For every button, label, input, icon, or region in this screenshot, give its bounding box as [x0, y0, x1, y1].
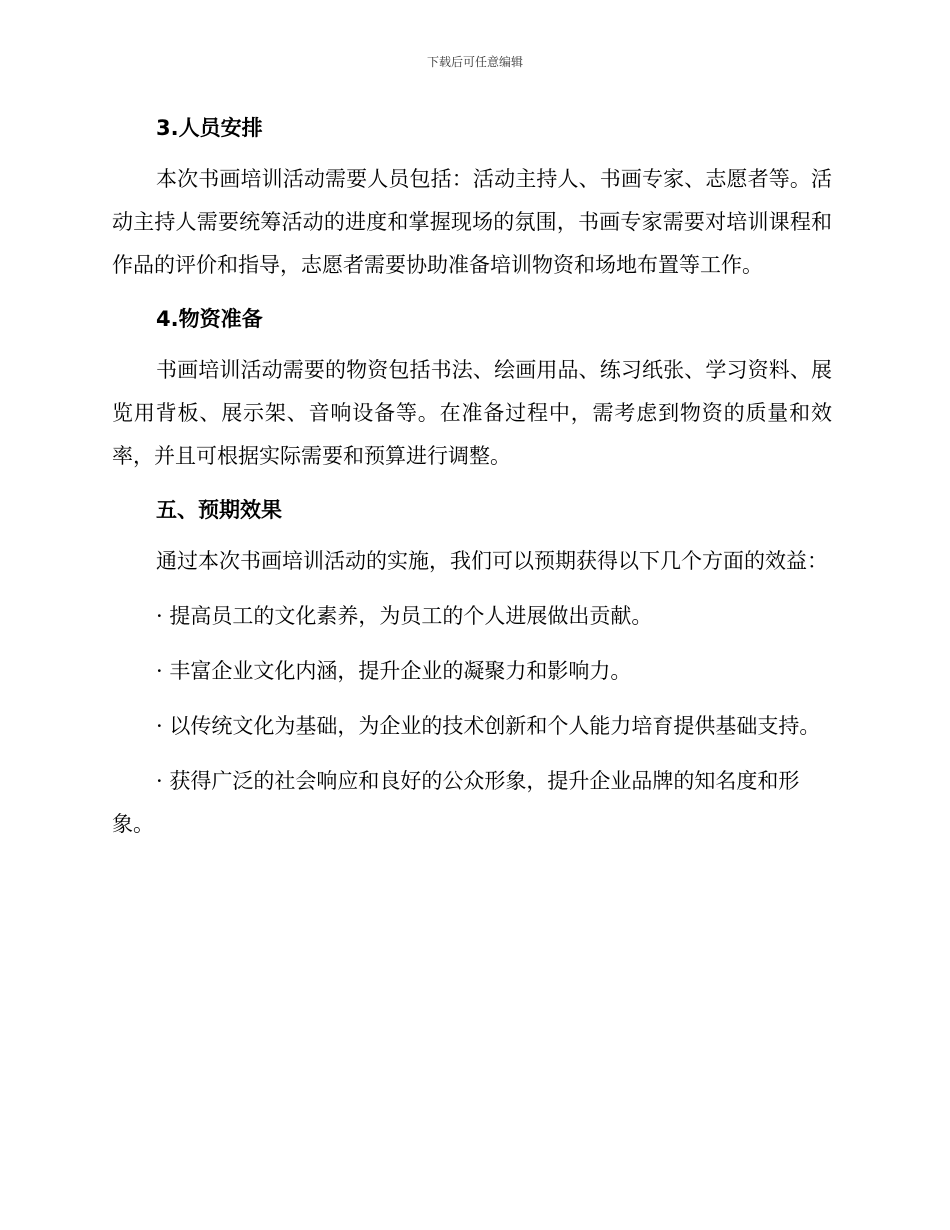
- list-item: · 提高员工的文化素养，为员工的个人进展做出贡献。: [156, 604, 653, 628]
- document-body: [112, 110, 832, 846]
- paragraph-staff: 本次书画培训活动需要人员包括：活动主持人、书画专家、志愿者等。活动主持人需要统筹活动的进度和掌握现场的氛围，书画专家需要对培训课程和作品的评价和指导，志愿者需要协助准备培训物资和场地布置等工作。: [112, 167, 832, 277]
- section-heading-staff: 3.人员安排: [156, 116, 263, 140]
- list-item: · 以传统文化为基础，为企业的技术创新和个人能力培育提供基础支持。: [156, 714, 821, 738]
- list-item: · 丰富企业文化内涵，提升企业的凝聚力和影响力。: [156, 659, 632, 683]
- section-heading-effects: 五、预期效果: [156, 498, 282, 522]
- list-item: · 获得广泛的社会响应和良好的公众形象，提升企业品牌的知名度和形象。: [112, 769, 800, 836]
- paragraph-effects-intro: 通过本次书画培训活动的实施，我们可以预期获得以下几个方面的效益：: [156, 549, 828, 573]
- page-header: 下载后可任意编辑: [426, 55, 523, 69]
- paragraph-materials: 书画培训活动需要的物资包括书法、绘画用品、练习纸张、学习资料、展览用背板、展示架、音响设备等。在准备过程中，需考虑到物资的质量和效率，并且可根据实际需要和预算进行调整。: [112, 358, 832, 468]
- section-heading-materials: 4.物资准备: [156, 307, 263, 331]
